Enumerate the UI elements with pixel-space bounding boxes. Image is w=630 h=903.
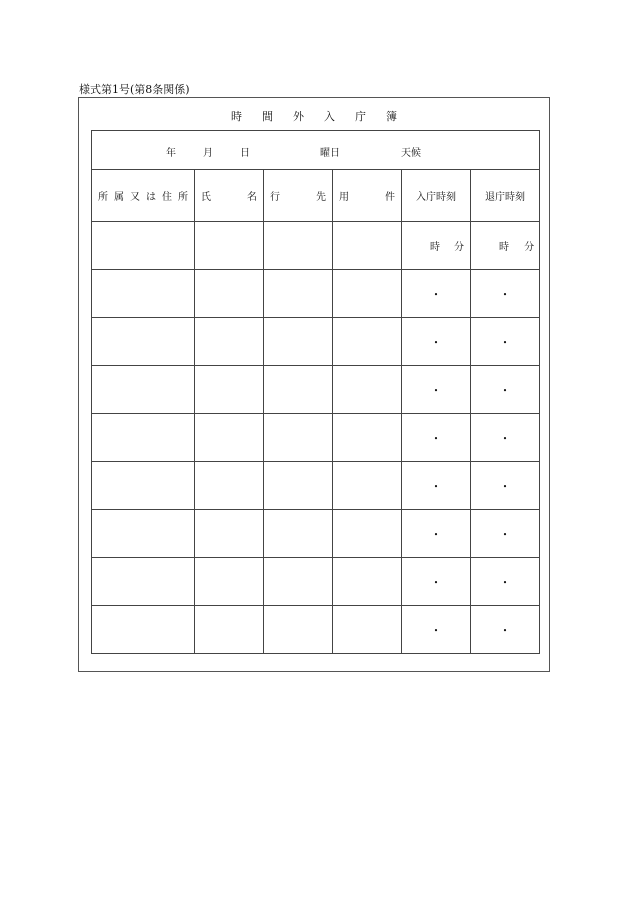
time-separator: ・ (500, 626, 511, 637)
cell-entry-time[interactable] (402, 366, 471, 414)
header-char: 名 (247, 192, 257, 203)
cell-name[interactable] (195, 366, 264, 414)
cell-destination[interactable] (264, 462, 333, 510)
cell-entry-time[interactable] (402, 510, 471, 558)
cell-name[interactable] (195, 558, 264, 606)
table-row (92, 510, 540, 558)
time-separator: ・ (431, 338, 441, 349)
weekday-label: 曜日 (320, 148, 340, 159)
cell-entry-time[interactable] (402, 270, 471, 318)
table-row (92, 270, 540, 318)
time-separator: ・ (500, 338, 511, 349)
cell-name[interactable] (195, 462, 264, 510)
time-unit-row (92, 222, 540, 270)
cell-business[interactable] (333, 318, 402, 366)
hour-unit: 時 (430, 242, 440, 253)
cell-destination[interactable] (264, 366, 333, 414)
cell-affiliation[interactable] (92, 366, 195, 414)
cell-business[interactable] (333, 222, 402, 270)
header-char: 所 (178, 192, 188, 203)
cell-affiliation[interactable] (92, 510, 195, 558)
cell-business[interactable] (333, 366, 402, 414)
time-separator: ・ (431, 386, 441, 397)
cell-name[interactable] (195, 270, 264, 318)
header-entry-time: 入庁時刻 (402, 170, 471, 222)
header-destination (264, 170, 333, 222)
cell-affiliation[interactable] (92, 414, 195, 462)
cell-name[interactable] (195, 318, 264, 366)
cell-exit-time[interactable] (471, 606, 540, 654)
cell-entry-time[interactable] (402, 558, 471, 606)
cell-entry-time[interactable] (402, 414, 471, 462)
table-row (92, 366, 540, 414)
cell-exit-time[interactable] (471, 414, 540, 462)
header-affiliation (92, 170, 195, 222)
cell-destination[interactable] (264, 414, 333, 462)
cell-affiliation[interactable] (92, 462, 195, 510)
cell-affiliation[interactable] (92, 606, 195, 654)
cell-affiliation[interactable] (92, 222, 195, 270)
header-business (333, 170, 402, 222)
month-label: 月 (203, 148, 213, 159)
table-row (92, 558, 540, 606)
header-char: 件 (385, 192, 395, 203)
cell-entry-time[interactable] (402, 318, 471, 366)
day-label: 日 (240, 148, 250, 159)
cell-entry-time[interactable] (402, 462, 471, 510)
cell-affiliation[interactable] (92, 270, 195, 318)
cell-entry-time[interactable] (402, 606, 471, 654)
cell-business[interactable] (333, 606, 402, 654)
cell-business[interactable] (333, 510, 402, 558)
cell-name[interactable] (195, 606, 264, 654)
table-row (92, 462, 540, 510)
time-separator: ・ (431, 578, 441, 589)
header-char: 用 (339, 192, 349, 203)
cell-exit-time[interactable] (471, 558, 540, 606)
cell-exit-time[interactable] (471, 222, 540, 270)
time-separator: ・ (500, 530, 511, 541)
table-row (92, 414, 540, 462)
cell-exit-time[interactable] (471, 462, 540, 510)
cell-destination[interactable] (264, 222, 333, 270)
header-char: 先 (316, 192, 326, 203)
header-exit-time: 退庁時刻 (471, 170, 540, 222)
weather-label: 天候 (401, 148, 421, 159)
title-char: 外 (293, 110, 304, 123)
time-separator: ・ (431, 434, 441, 445)
time-separator: ・ (500, 434, 511, 445)
cell-name[interactable] (195, 222, 264, 270)
header-char: 属 (114, 192, 124, 203)
cell-affiliation[interactable] (92, 558, 195, 606)
cell-destination[interactable] (264, 270, 333, 318)
cell-destination[interactable] (264, 510, 333, 558)
header-char: は (146, 192, 156, 203)
cell-business[interactable] (333, 462, 402, 510)
time-separator: ・ (431, 530, 441, 541)
time-separator: ・ (500, 482, 511, 493)
title-char: 入 (324, 110, 335, 123)
table-row (92, 606, 540, 654)
header-row (92, 170, 540, 222)
time-separator: ・ (500, 386, 511, 397)
time-separator: ・ (431, 290, 441, 301)
header-char: 氏 (201, 192, 211, 203)
title-char: 間 (262, 110, 273, 123)
form-label: 様式第1号(第8条関係) (79, 83, 190, 96)
header-char: 行 (270, 192, 280, 203)
title-char: 庁 (355, 110, 366, 123)
time-separator: ・ (431, 482, 441, 493)
minute-unit: 分 (454, 242, 464, 253)
cell-destination[interactable] (264, 318, 333, 366)
cell-destination[interactable] (264, 606, 333, 654)
time-separator: ・ (500, 578, 511, 589)
cell-exit-time[interactable] (471, 318, 540, 366)
cell-exit-time[interactable] (471, 510, 540, 558)
entry-log-table (91, 130, 540, 654)
cell-exit-time[interactable] (471, 270, 540, 318)
minute-unit: 分 (524, 242, 535, 253)
cell-name[interactable] (195, 510, 264, 558)
header-char: 所 (98, 192, 108, 203)
form-title (79, 108, 549, 124)
cell-affiliation[interactable] (92, 318, 195, 366)
table-row (92, 318, 540, 366)
header-char: 又 (130, 192, 140, 203)
header-name (195, 170, 264, 222)
cell-destination[interactable] (264, 558, 333, 606)
cell-business[interactable] (333, 270, 402, 318)
cell-business[interactable] (333, 414, 402, 462)
date-row (92, 131, 540, 170)
cell-exit-time[interactable] (471, 366, 540, 414)
time-separator: ・ (500, 290, 511, 301)
header-char: 住 (162, 192, 172, 203)
year-label: 年 (166, 148, 176, 159)
cell-name[interactable] (195, 414, 264, 462)
cell-business[interactable] (333, 558, 402, 606)
time-separator: ・ (431, 626, 441, 637)
title-char: 簿 (386, 110, 397, 123)
title-char: 時 (231, 110, 242, 123)
hour-unit: 時 (499, 242, 509, 253)
cell-entry-time[interactable] (402, 222, 471, 270)
